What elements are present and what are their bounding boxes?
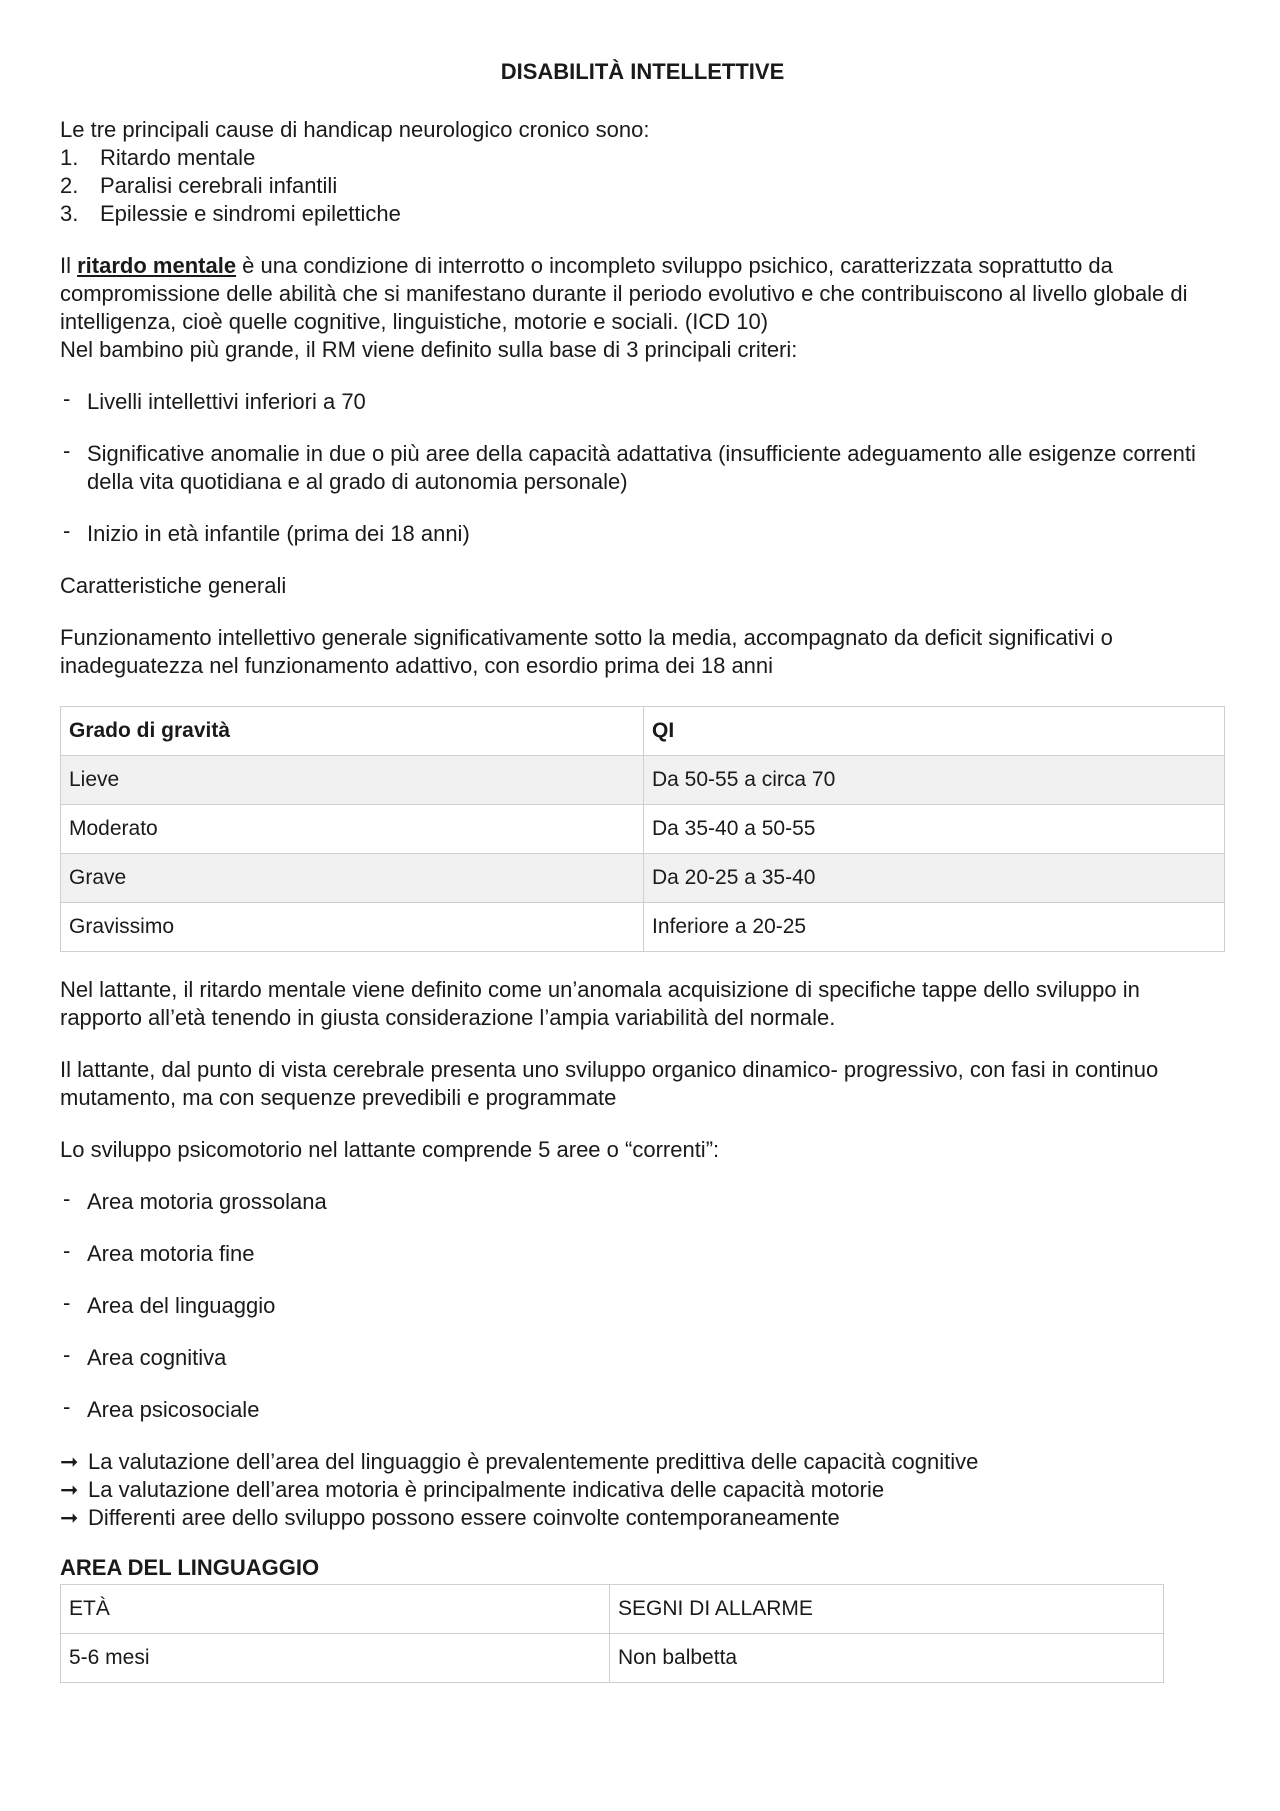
table-cell: Da 35-40 a 50-55 [644, 805, 1225, 854]
table-header-cell: ETÀ [61, 1585, 610, 1634]
list-item [60, 200, 1225, 228]
area-item [60, 1344, 1225, 1372]
list-text: Paralisi cerebrali infantili [100, 173, 338, 198]
infant-brain-text: Il lattante, dal punto di vista cerebrale presenta uno sviluppo organico dinamico- progressivo, con fasi in continuo mutamento, ma con sequenze prevedibili e programmate [60, 1057, 1159, 1110]
table-cell: Gravissimo [61, 903, 644, 952]
criteria-item [60, 388, 1225, 416]
table-row [61, 1634, 1164, 1683]
area-item [60, 1188, 1225, 1216]
table-row [61, 805, 1225, 854]
note-text: La valutazione dell’area motoria è principalmente indicativa delle capacità motorie [88, 1477, 885, 1502]
table-cell: Da 50-55 a circa 70 [644, 756, 1225, 805]
arrow-icon: ➞ [60, 1449, 79, 1474]
list-number: 2. [60, 173, 79, 198]
definition-post: è una condizione di interrotto o incompleto sviluppo psichico, caratterizzata soprattutto da compromissione delle abilità che si manifestano durante il periodo evolutivo e che contribuiscono al livello globale di intelligenza, cioè quelle cognitive, linguistiche, motorie e sociali. (ICD 10) [60, 253, 1188, 334]
table-header-row [61, 1585, 1164, 1634]
list-text: Ritardo mentale [100, 145, 256, 170]
note-item [60, 1448, 1225, 1476]
list-number: 1. [60, 145, 79, 170]
area-item [60, 1240, 1225, 1268]
note-text: Differenti aree dello sviluppo possono essere coinvolte contemporaneamente [88, 1505, 840, 1530]
table-cell: Lieve [61, 756, 644, 805]
table-row [61, 854, 1225, 903]
arrow-icon: ➞ [60, 1505, 79, 1530]
dash-mark: - [63, 1394, 71, 1419]
dash-mark: - [63, 438, 71, 463]
area-text: Area del linguaggio [87, 1293, 276, 1318]
area-item [60, 1396, 1225, 1424]
causes-list [60, 144, 1225, 228]
definition-term: ritardo mentale [77, 253, 237, 278]
criteria-text: Significative anomalie in due o più aree della capacità adattativa (insufficiente adeguamento alle esigenze correnti della vita quotidiana e al grado di autonomia personale) [87, 441, 1196, 494]
table-cell: 5-6 mesi [61, 1634, 610, 1683]
table-cell: Grave [61, 854, 644, 903]
dash-mark: - [63, 518, 71, 543]
table-header-cell: SEGNI DI ALLARME [610, 1585, 1164, 1634]
list-item [60, 172, 1225, 200]
table-header-row [61, 707, 1225, 756]
table-cell: Non balbetta [610, 1634, 1164, 1683]
list-text: Epilessie e sindromi epilettiche [100, 201, 401, 226]
intro-text: Le tre principali cause di handicap neurologico cronico sono: [60, 117, 650, 142]
dash-mark: - [63, 386, 71, 411]
criteria-item [60, 520, 1225, 548]
definition-paragraph [60, 252, 1225, 336]
note-item [60, 1504, 1225, 1532]
severity-table [60, 706, 1225, 952]
criteria-text: Inizio in età infantile (prima dei 18 anni) [87, 521, 470, 546]
area-text: Area motoria grossolana [87, 1189, 327, 1214]
area-text: Area psicosociale [87, 1397, 260, 1422]
section-heading: AREA DEL LINGUAGGIO [60, 1555, 320, 1580]
table-row [61, 903, 1225, 952]
language-table [60, 1584, 1164, 1683]
dash-mark: - [63, 1238, 71, 1263]
dash-mark: - [63, 1290, 71, 1315]
areas-intro: Lo sviluppo psicomotorio nel lattante comprende 5 aree o “correnti”: [60, 1137, 720, 1162]
document-page [60, 58, 1225, 1683]
infant-definition: Nel lattante, il ritardo mentale viene definito come un’anomala acquisizione di specifiche tappe dello sviluppo in rapporto all’età tenendo in giusta considerazione l’ampia variabilità del normale. [60, 977, 1140, 1030]
table-cell: Da 20-25 a 35-40 [644, 854, 1225, 903]
area-item [60, 1292, 1225, 1320]
criteria-intro: Nel bambino più grande, il RM viene definito sulla base di 3 principali criteri: [60, 337, 798, 362]
table-row [61, 756, 1225, 805]
criteria-item [60, 440, 1225, 496]
arrow-icon: ➞ [60, 1477, 79, 1502]
general-heading: Caratteristiche generali [60, 573, 287, 598]
definition-pre: Il [60, 253, 78, 278]
criteria-text: Livelli intellettivi inferiori a 70 [87, 389, 366, 414]
table-cell: Moderato [61, 805, 644, 854]
dash-mark: - [63, 1186, 71, 1211]
note-item [60, 1476, 1225, 1504]
note-text: La valutazione dell’area del linguaggio è prevalentemente predittiva delle capacità cognitive [88, 1449, 979, 1474]
page-title: DISABILITÀ INTELLETTIVE [500, 59, 785, 84]
list-number: 3. [60, 201, 79, 226]
area-text: Area cognitiva [87, 1345, 227, 1370]
table-header-cell: QI [644, 707, 1225, 756]
table-cell: Inferiore a 20-25 [644, 903, 1225, 952]
list-item [60, 144, 1225, 172]
area-text: Area motoria fine [87, 1241, 255, 1266]
dash-mark: - [63, 1342, 71, 1367]
table-header-cell: Grado di gravità [61, 707, 644, 756]
general-text: Funzionamento intellettivo generale significativamente sotto la media, accompagnato da deficit significativi o inadeguatezza nel funzionamento adattivo, con esordio prima dei 18 anni [60, 625, 1113, 678]
